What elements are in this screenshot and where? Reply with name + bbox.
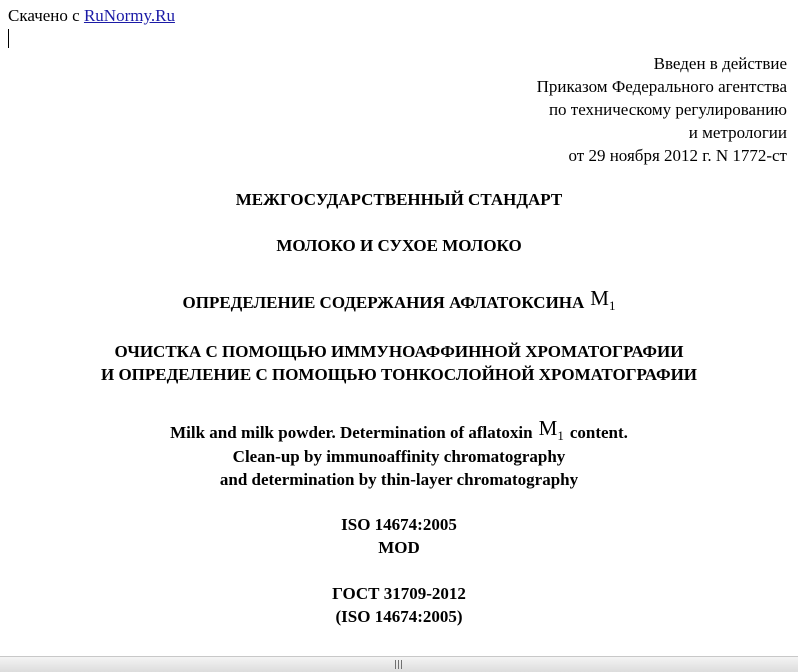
aflatoxin-symbol-en: $M_1$: [538, 416, 564, 444]
product-title: МОЛОКО И СУХОЕ МОЛОКО: [276, 236, 522, 255]
text-caret: [8, 29, 9, 48]
standard-type-title: МЕЖГОСУДАРСТВЕННЫЙ СТАНДАРТ: [235, 190, 563, 209]
source-line: [8, 6, 175, 26]
mod-label: MOD: [378, 538, 420, 557]
english-title-line-1: Milk and milk powder. Determination of aflatoxin $M_1$ content.: [170, 416, 628, 444]
source-prefix: Скачено с: [8, 6, 84, 25]
cleanup-title-line-1: ОЧИСТКА С ПОМОЩЬЮ ИММУНОАФФИННОЙ ХРОМАТОГРАФИИ: [114, 342, 684, 361]
cleanup-title-line-2: И ОПРЕДЕЛЕНИЕ С ПОМОЩЬЮ ТОНКОСЛОЙНОЙ ХРОМАТОГРАФИИ: [100, 365, 698, 384]
determination-text: ОПРЕДЕЛЕНИЕ СОДЕРЖАНИЯ АФЛАТОКСИНА: [182, 293, 585, 312]
english-title-line-3: and determination by thin-layer chromatography: [219, 470, 579, 489]
enactment-line: Приказом Федерального агентства: [536, 77, 787, 96]
enactment-line: Введен в действие: [653, 54, 787, 73]
english-title-line-2: Clean-up by immunoaffinity chromatography: [232, 447, 566, 466]
iso-reference: ISO 14674:2005: [341, 515, 457, 534]
scrollbar-grip-icon[interactable]: [393, 660, 405, 669]
enactment-line: по техническому регулированию: [548, 100, 787, 119]
source-link[interactable]: RuNormy.Ru: [83, 6, 175, 25]
enactment-line: от 29 ноября 2012 г. N 1772-ст: [568, 146, 787, 165]
enactment-line: и метрологии: [688, 123, 787, 142]
aflatoxin-symbol: $M_1$: [590, 286, 616, 314]
enactment-block: [537, 52, 787, 167]
determination-title: [0, 286, 798, 320]
gost-iso-reference: (ISO 14674:2005): [335, 607, 463, 626]
horizontal-scrollbar[interactable]: [0, 656, 798, 672]
gost-number: ГОСТ 31709-2012: [332, 584, 466, 603]
